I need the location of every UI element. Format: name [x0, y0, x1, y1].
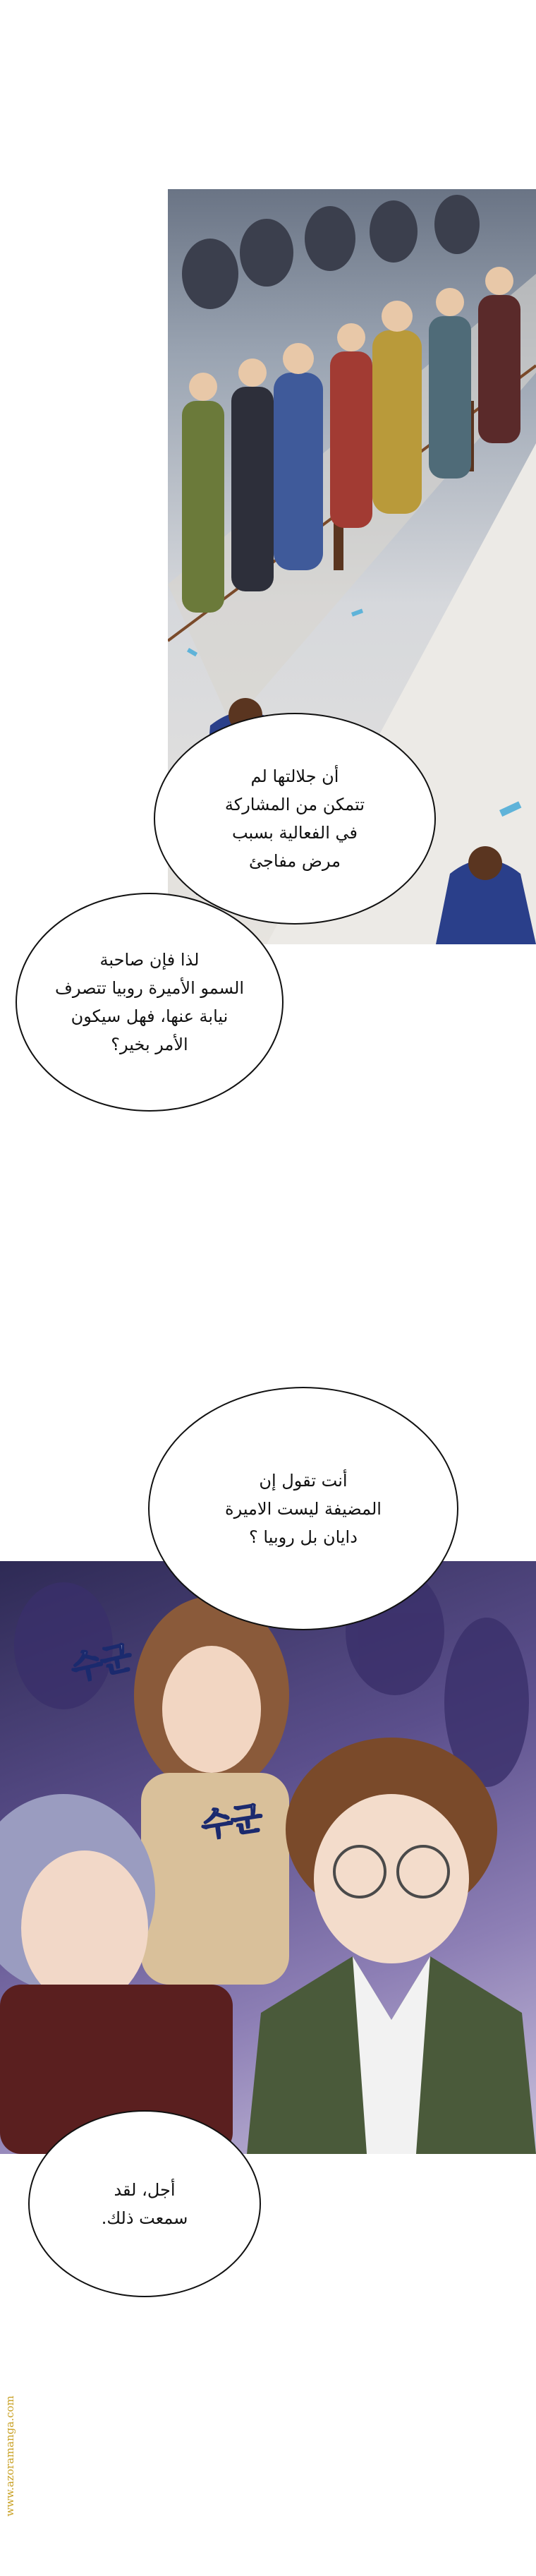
site-watermark-text: www.azoramanga.com — [4, 2395, 16, 2517]
speech-bubble-3 — [148, 1387, 458, 1630]
whisper-sfx-1: 수군 — [67, 1637, 135, 1688]
speech-bubble-3-text: أنت تقول إن المضيفة ليست الاميرة دايان بل روبيا ؟ — [225, 1470, 382, 1547]
whisper-sfx-2: 수군 — [199, 1798, 264, 1845]
speech-bubble-2-text: لذا فإن صاحبة السمو الأميرة روبيا تتصرف نيابة عنها، فهل سيكون الأمر بخير؟ — [54, 950, 245, 1054]
speech-bubble-2 — [16, 893, 284, 1112]
speech-bubble-4 — [28, 2110, 261, 2297]
site-watermark — [1, 2343, 18, 2569]
speech-bubble-1 — [154, 713, 436, 925]
speech-bubble-4-text: أجل، لقد سمعت ذلك. — [101, 2179, 188, 2228]
speech-bubble-1-text: أن جلالتها لم تتمكن من المشاركة في الفعالية بسبب مرض مفاجئ — [224, 766, 365, 871]
